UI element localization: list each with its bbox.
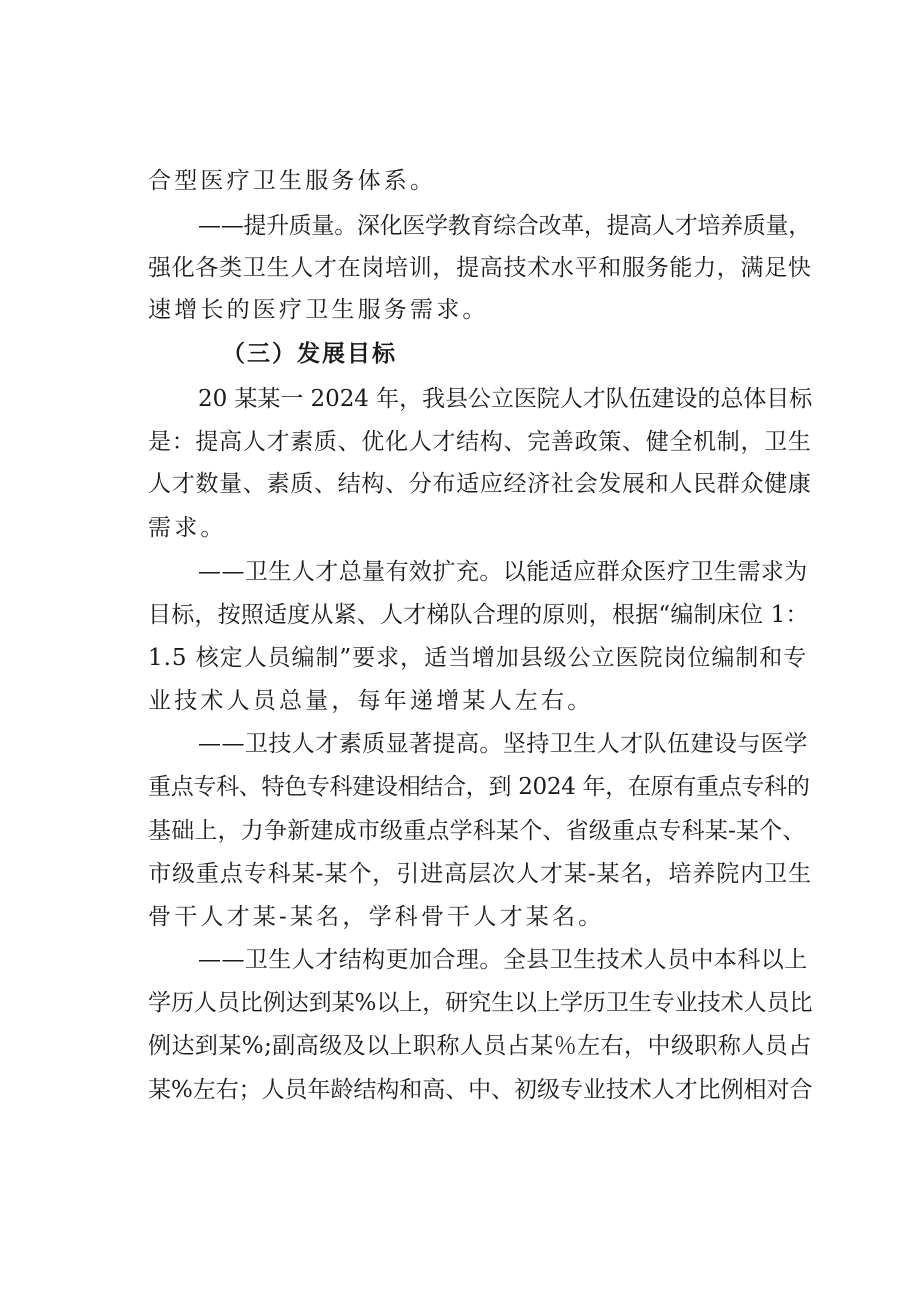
paragraph-line: 目标，按照适度从紧、人才梯队合理的原则，根据“编制床位 1： bbox=[148, 602, 809, 628]
paragraph-line: 市级重点专科某-某个，引进高层次人才某-某名，培养院内卫生 bbox=[148, 861, 813, 887]
paragraph-line: 强化各类卫生人才在岗培训，提高技术水平和服务能力，满足快 bbox=[148, 255, 812, 281]
paragraph-line: 重点专科、特色专科建设相结合，到 2024 年，在原有重点专科的 bbox=[148, 774, 810, 800]
paragraph-line: 需求。 bbox=[148, 515, 227, 541]
paragraph-line: 学历人员比例达到某%以上，研究生以上学历卫生专业技术人员比 bbox=[148, 990, 813, 1016]
paragraph-line: ——提升质量。深化医学教育综合改革，提高人才培养质量， bbox=[198, 213, 811, 239]
paragraph-line: 速增长的医疗卫生服务需求。 bbox=[148, 297, 489, 323]
section-heading: （三）发展目标 bbox=[222, 341, 397, 367]
paragraph-line: 例达到某%;副高级及以上职称人员占某％左右，中级职称人员占 bbox=[148, 1033, 812, 1059]
paragraph-line: 某%左右；人员年龄结构和高、中、初级专业技术人才比例相对合 bbox=[148, 1077, 813, 1103]
paragraph-line: 1.5 核定人员编制”要求，适当增加县级公立医院岗位编制和专 bbox=[148, 645, 808, 671]
paragraph-line: ——卫生人才总量有效扩充。以能适应群众医疗卫生需求为 bbox=[198, 559, 808, 585]
paragraph-line: 合型医疗卫生服务体系。 bbox=[148, 168, 437, 194]
paragraph-line: 人才数量、素质、结构、分布适应经济社会发展和人民群众健康 bbox=[148, 471, 812, 497]
paragraph-line: 业技术人员总量，每年递增某人左右。 bbox=[148, 688, 594, 714]
paragraph-line: 基础上，力争新建成市级重点学科某个、省级重点专科某-某个、 bbox=[148, 818, 806, 844]
paragraph-line: 骨干人才某-某名，学科骨干人才某名。 bbox=[148, 904, 605, 930]
paragraph-line: 是：提高人才素质、优化人才结构、完善政策、健全机制，卫生 bbox=[148, 429, 812, 455]
paragraph-line: ——卫技人才素质显著提高。坚持卫生人才队伍建设与医学 bbox=[198, 731, 808, 757]
paragraph-line: ——卫生人才结构更加合理。全县卫生技术人员中本科以上 bbox=[198, 947, 808, 973]
paragraph-line: 20 某某一 2024 年，我县公立医院人才队伍建设的总体目标 bbox=[198, 386, 813, 412]
